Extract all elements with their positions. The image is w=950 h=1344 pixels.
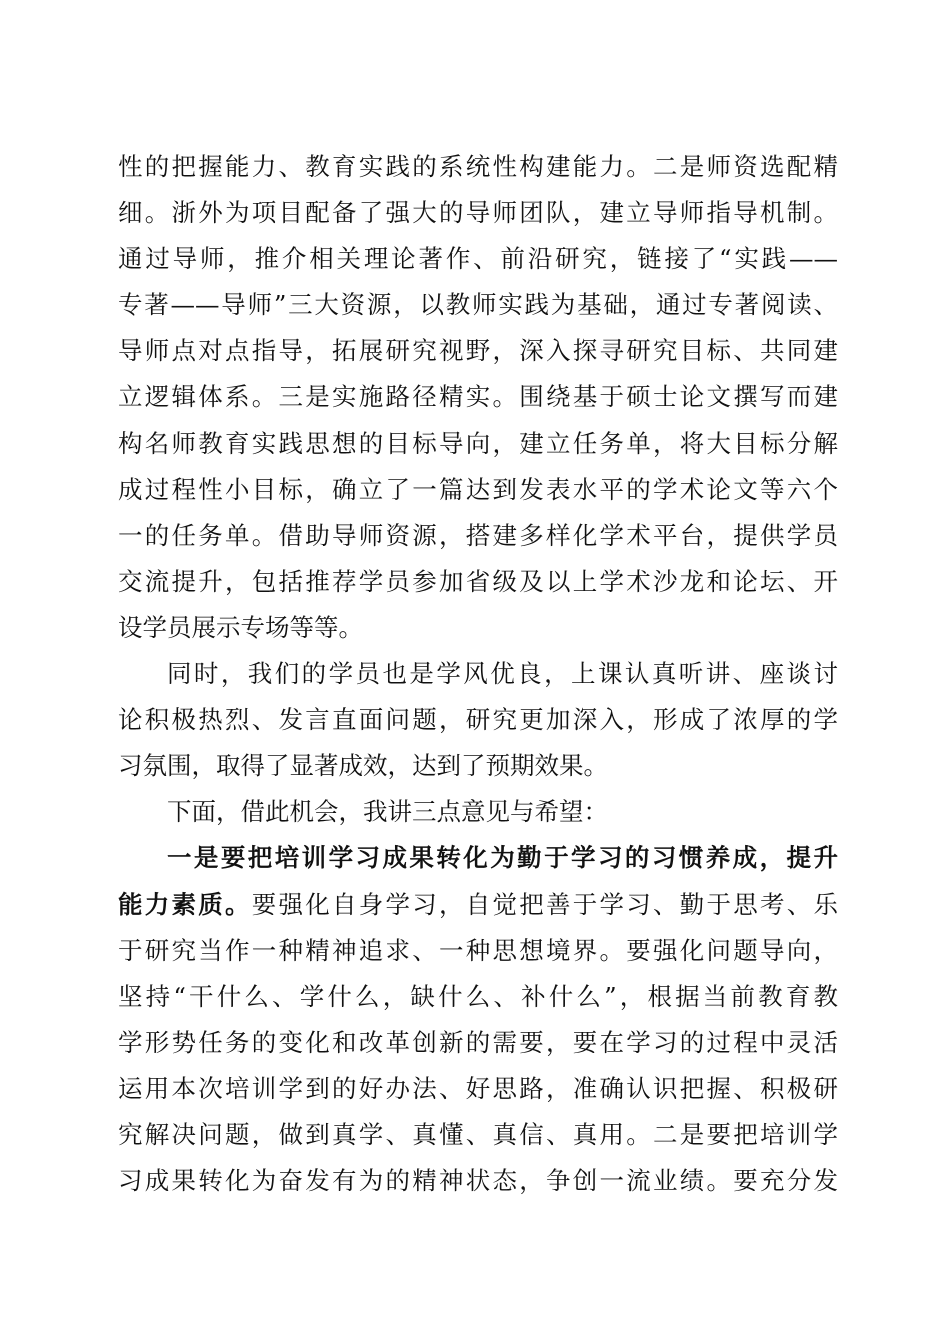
text-line-3: 通过导师，推介相关理论著作、前沿研究，链接了“实践—— xyxy=(118,244,838,274)
text-line-6: 立逻辑体系。三是实施路径精实。围绕基于硕士论文撰写而建 xyxy=(118,382,838,412)
text-line-23: 习成果转化为奋发有为的精神状态，争创一流业绩。要充分发 xyxy=(118,1166,838,1196)
text-line-21: 运用本次培训学到的好办法、好思路，准确认识把握、积极研 xyxy=(118,1073,838,1103)
text-line-5: 导师点对点指导，拓展研究视野，深入探寻研究目标、共同建 xyxy=(118,336,838,366)
text-line-17 xyxy=(118,882,838,928)
text-line-13: 论积极热烈、发言直面问题，研究更加深入，形成了浓厚的学 xyxy=(118,705,838,735)
text-line-20: 学形势任务的变化和改革创新的需要，要在学习的过程中灵活 xyxy=(118,1027,838,1057)
text-line-14: 习氛围，取得了显著成效，达到了预期效果。 xyxy=(118,751,608,781)
text-line-22: 究解决问题，做到真学、真懂、真信、真用。二是要把培训学 xyxy=(118,1119,838,1149)
text-line-7: 构名师教育实践思想的目标导向，建立任务单，将大目标分解 xyxy=(118,428,838,458)
text-line-8: 成过程性小目标，确立了一篇达到发表水平的学术论文等六个 xyxy=(118,474,838,504)
text-line-1: 性的把握能力、教育实践的系统性构建能力。二是师资选配精 xyxy=(118,152,838,181)
text-line-19: 坚持“干什么、学什么，缺什么、补什么”，根据当前教育教 xyxy=(118,981,838,1011)
bold-heading-fragment: 能力素质。 xyxy=(118,889,252,919)
text-line-2: 细。浙外为项目配备了强大的导师团队，建立导师指导机制。 xyxy=(118,198,838,228)
text-line-4: 专著——导师”三大资源，以教师实践为基础，通过专著阅读、 xyxy=(118,290,838,320)
text-line-18: 于研究当作一种精神追求、一种思想境界。要强化问题导向， xyxy=(118,935,838,965)
text-line-16: 一是要把培训学习成果转化为勤于学习的习惯养成，提升 xyxy=(167,843,838,873)
text-line-17-rest: 要强化自身学习，自觉把善于学习、勤于思考、乐 xyxy=(251,889,838,919)
document-body xyxy=(118,144,838,1204)
text-line-10: 交流提升，包括推荐学员参加省级及以上学术沙龙和论坛、开 xyxy=(118,566,838,596)
text-line-12: 同时，我们的学员也是学风优良，上课认真听讲、座谈讨 xyxy=(167,659,838,689)
text-line-15: 下面，借此机会，我讲三点意见与希望： xyxy=(167,797,608,827)
text-line-9: 一的任务单。借助导师资源，搭建多样化学术平台，提供学员 xyxy=(118,520,838,550)
text-line-11: 设学员展示专场等等。 xyxy=(118,612,363,642)
